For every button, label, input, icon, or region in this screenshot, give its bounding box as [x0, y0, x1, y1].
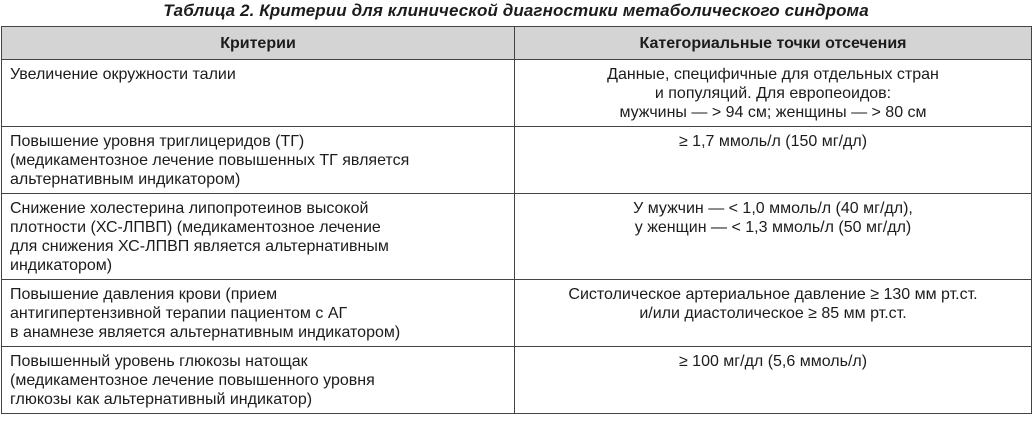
cutoff-cell [515, 60, 1032, 127]
criterion-line: Увеличение окружности талии [10, 66, 236, 83]
table-row [2, 127, 1032, 194]
criterion-line: для снижения ХС-ЛПВП является альтернативным [10, 238, 389, 255]
cutoff-cell [515, 127, 1032, 194]
criterion-line: Повышение уровня триглицеридов (ТГ) [10, 133, 305, 150]
criterion-line: (медикаментозное лечение повышенного уровня [10, 372, 375, 389]
table-row [2, 194, 1032, 280]
criterion-cell [2, 194, 515, 280]
cutoff-cell [515, 347, 1032, 414]
criterion-line: Повышение давления крови (прием [10, 286, 278, 303]
criterion-line: (медикаментозное лечение повышенных ТГ является [10, 152, 410, 169]
header-row [2, 27, 1032, 60]
cutoff-cell [515, 194, 1032, 280]
cutoff-line: У мужчин — < 1,0 ммоль/л (40 мг/дл), [633, 200, 913, 217]
criterion-line: глюкозы как альтернативный индикатор) [10, 391, 313, 408]
criterion-line: Повышенный уровень глюкозы натощак [10, 353, 308, 370]
cutoff-line: и популяций. Для европеоидов: [654, 85, 892, 102]
cutoff-line: у женщин — < 1,3 ммоль/л (50 мг/дл) [634, 219, 912, 236]
cutoff-line: Данные, специфичные для отдельных стран [607, 66, 939, 83]
cutoff-line: и/или диастолическое ≥ 85 мм рт.ст. [639, 305, 907, 322]
criterion-cell [2, 60, 515, 127]
table-row [2, 347, 1032, 414]
criterion-line: антигипертензивной терапии пациентом с АГ [10, 305, 348, 322]
criterion-cell [2, 347, 515, 414]
table-row [2, 60, 1032, 127]
header-cutoffs: Категориальные точки отсечения [515, 27, 1032, 60]
criterion-line: альтернативным индикатором) [10, 171, 241, 188]
criterion-cell [2, 127, 515, 194]
table-row [2, 280, 1032, 347]
criterion-cell [2, 280, 515, 347]
cutoff-line: мужчины — > 94 см; женщины — > 80 см [619, 104, 927, 121]
cutoff-cell [515, 280, 1032, 347]
criteria-table [1, 26, 1032, 414]
table-caption: Таблица 2. Критерии для клинической диагностики метаболического синдрома [163, 1, 869, 20]
cutoff-line: Систолическое артериальное давление ≥ 130 мм рт.ст. [568, 286, 978, 303]
header-criteria: Критерии [2, 27, 515, 60]
criterion-line: Снижение холестерина липопротеинов высокой [10, 200, 369, 217]
criterion-line: индикатором) [10, 257, 113, 274]
criterion-line: в анамнезе является альтернативным индикатором) [10, 324, 401, 341]
cutoff-line: ≥ 100 мг/дл (5,6 ммоль/л) [678, 353, 868, 370]
cutoff-line: ≥ 1,7 ммоль/л (150 мг/дл) [678, 133, 868, 150]
criterion-line: плотности (ХС-ЛПВП) (медикаментозное лечение [10, 219, 381, 236]
